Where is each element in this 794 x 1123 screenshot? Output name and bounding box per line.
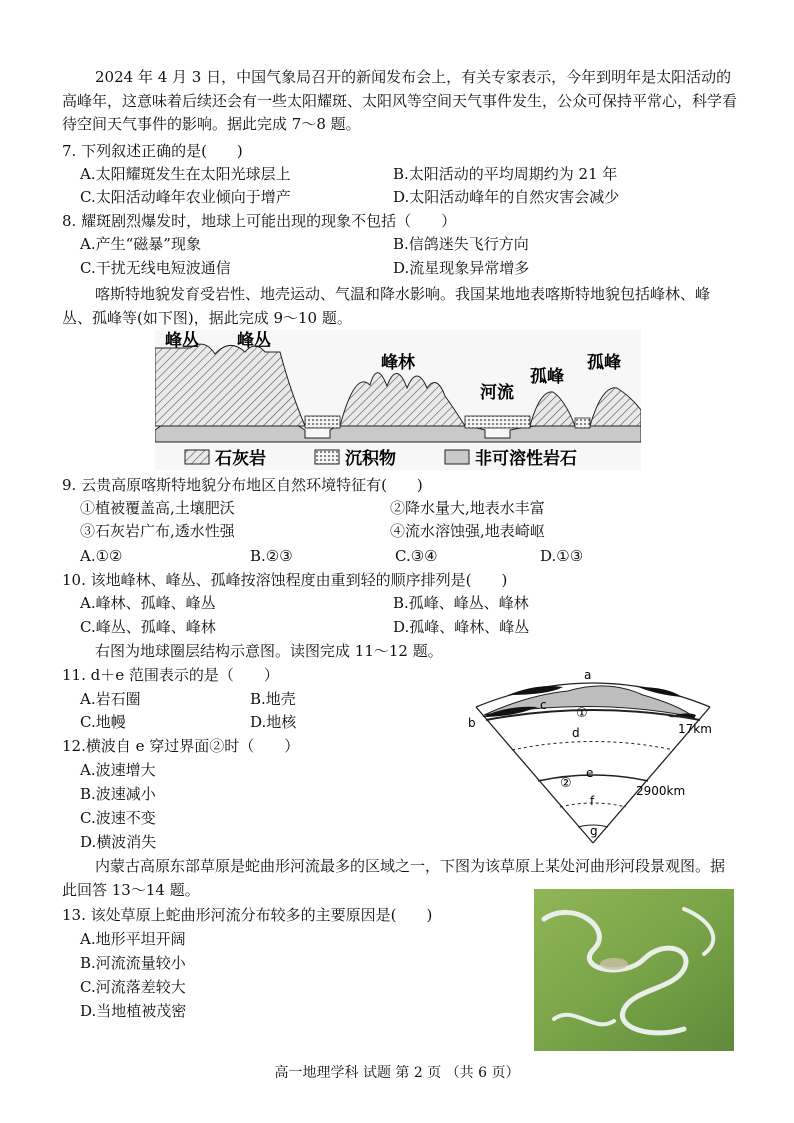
label-heliu: 河流: [480, 383, 514, 403]
q9-statement-4: ④流水溶蚀强,地表崎岖: [390, 522, 545, 540]
earth-layer-diagram: [468, 665, 718, 847]
q13-option-d[interactable]: D.当地植被茂密: [80, 1002, 187, 1020]
q8-option-d[interactable]: D.流星现象异常增多: [393, 259, 530, 277]
q9-statement-2: ②降水量大,地表水丰富: [390, 499, 545, 517]
q9-option-b[interactable]: B.②③: [250, 547, 293, 565]
q13-option-a[interactable]: A.地形平坦开阔: [80, 930, 186, 948]
depth-label-17km: 17km: [678, 722, 712, 736]
legend-limestone-swatch: [185, 450, 209, 464]
q9-statement-3: ③石灰岩广布,透水性强: [80, 522, 235, 540]
q11-option-a[interactable]: A.岩石圈: [80, 690, 141, 708]
q7-option-c[interactable]: C.太阳活动峰年农业倾向于增产: [80, 188, 291, 206]
label-fengcong-1: 峰丛: [165, 331, 199, 351]
question-13-stem: 13. 该处草原上蛇曲形河流分布较多的主要原因是( ): [62, 906, 433, 924]
q11-option-b[interactable]: B.地壳: [250, 690, 296, 708]
legend-nonsoluble: 非可溶性岩石: [475, 449, 577, 469]
q12-option-c[interactable]: C.波速不变: [80, 809, 156, 827]
label-gufeng-2: 孤峰: [587, 353, 621, 373]
q13-option-b[interactable]: B.河流流量较小: [80, 954, 186, 972]
q12-option-b[interactable]: B.波速减小: [80, 785, 156, 803]
passage-solar-activity: 2024 年 4 月 3 日，中国气象局召开的新闻发布会上，有关专家表示，今年到明年是太阳活动的高峰年，这意味着后续还会有一些太阳耀斑、太阳风等空间天气事件发生，公众可保持平常心，科学看待空间天气事件的影响。据此完成 7～8 题。: [62, 68, 738, 133]
question-8-stem: 8. 耀斑剧烈爆发时，地球上可能出现的现象不包括（ ）: [62, 212, 457, 230]
question-10-stem: 10. 该地峰林、峰丛、孤峰按溶蚀程度由重到轻的顺序排列是( ): [62, 571, 508, 589]
question-12-stem: 12.横波自 e 穿过界面②时（ ）: [62, 737, 300, 755]
q13-option-c[interactable]: C.河流落差较大: [80, 978, 186, 996]
question-11-stem: 11. d＋e 范围表示的是（ ）: [62, 666, 279, 684]
layer-label-a: a: [584, 668, 592, 682]
q10-option-d[interactable]: D.孤峰、峰林、峰丛: [393, 618, 530, 636]
passage-meandering-river: 内蒙古高原东部草原是蛇曲形河流最多的区域之一，下图为该草原上某处河曲形河段景观图。据此回答 13～14 题。: [62, 857, 726, 899]
q12-option-d[interactable]: D.横波消失: [80, 833, 157, 851]
passage-karst: 喀斯特地貌发育受岩性、地壳运动、气温和降水影响。我国某地地表喀斯特地貌包括峰林、峰丛、孤峰等(如下图)，据此完成 9～10 题。: [62, 285, 711, 327]
boundary-marker-1: ①: [576, 706, 588, 721]
label-fengcong-2: 峰丛: [237, 331, 271, 351]
passage-earth-layers: 右图为地球圈层结构示意图。读图完成 11～12 题。: [95, 642, 443, 660]
q9-statement-1: ①植被覆盖高,土壤肥沃: [80, 499, 235, 517]
q12-option-a[interactable]: A.波速增大: [80, 761, 156, 779]
legend-limestone: 石灰岩: [215, 449, 266, 469]
label-gufeng-1: 孤峰: [530, 367, 564, 387]
layer-label-f: f: [590, 794, 595, 808]
q9-option-d[interactable]: D.①③: [540, 547, 584, 565]
q7-option-a[interactable]: A.太阳耀斑发生在太阳光球层上: [80, 165, 291, 183]
q11-option-d[interactable]: D.地核: [250, 713, 297, 731]
boundary-marker-2: ②: [560, 776, 572, 791]
q11-option-c[interactable]: C.地幔: [80, 713, 126, 731]
label-fenglin: 峰林: [381, 353, 415, 373]
layer-label-b: b: [468, 716, 476, 730]
q9-option-c[interactable]: C.③④: [395, 547, 438, 565]
depth-label-2900km: 2900km: [636, 784, 686, 798]
question-7-stem: 7. 下列叙述正确的是( ): [62, 142, 243, 160]
question-9-stem: 9. 云贵高原喀斯特地貌分布地区自然环境特征有( ): [62, 476, 423, 494]
q10-option-c[interactable]: C.峰丛、孤峰、峰林: [80, 618, 216, 636]
legend-nonsoluble-swatch: [445, 450, 469, 464]
layer-label-d: d: [572, 726, 580, 740]
q8-option-a[interactable]: A.产生“磁暴”现象: [80, 235, 201, 253]
legend-sediment-swatch: [315, 450, 339, 464]
page-footer: 高一地理学科 试题 第 2 页 （共 6 页）: [274, 1065, 520, 1081]
q10-option-a[interactable]: A.峰林、孤峰、峰丛: [80, 594, 216, 612]
layer-label-e: e: [586, 766, 594, 780]
q9-option-a[interactable]: A.①②: [80, 547, 123, 565]
q7-option-d[interactable]: D.太阳活动峰年的自然灾害会减少: [393, 188, 620, 206]
q8-option-b[interactable]: B.信鸽迷失飞行方向: [393, 235, 529, 253]
karst-landform-diagram: [155, 330, 641, 470]
legend-sediment: 沉积物: [345, 449, 396, 469]
layer-label-c: c: [540, 698, 547, 712]
q8-option-c[interactable]: C.干扰无线电短波通信: [80, 259, 231, 277]
q10-option-b[interactable]: B.孤峰、峰丛、峰林: [393, 594, 529, 612]
layer-label-g: g: [590, 824, 598, 838]
meandering-river-photo: [534, 889, 734, 1051]
q7-option-b[interactable]: B.太阳活动的平均周期约为 21 年: [393, 165, 618, 183]
